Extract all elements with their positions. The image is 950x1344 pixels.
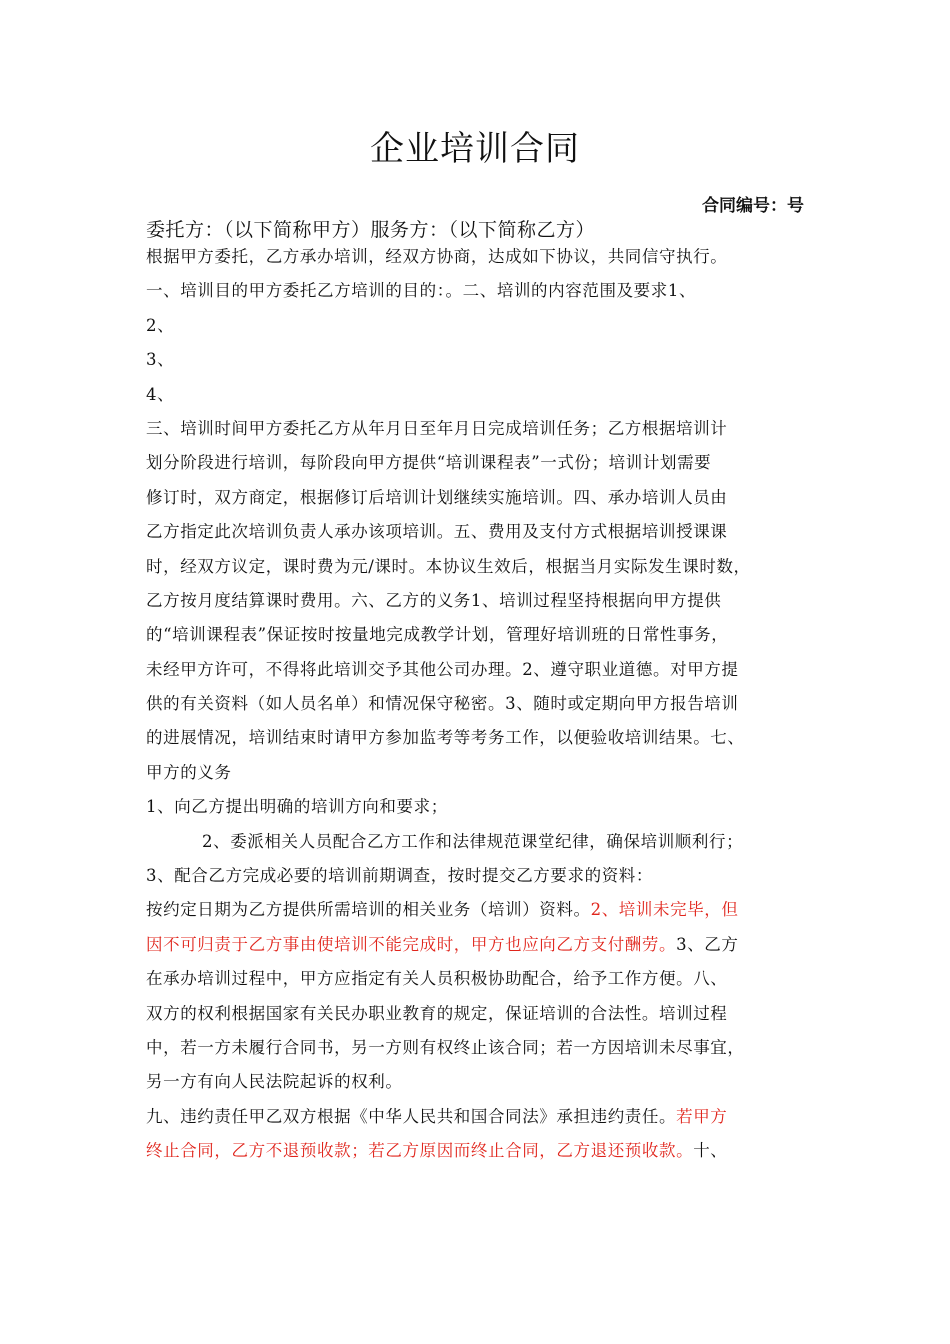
- body-line: [146, 962, 822, 996]
- line-text: 在承办培训过程中，甲方应指定有关人员积极协助配合，给予工作方便。八、: [146, 969, 728, 989]
- highlighted-text: 终止合同，乙方不退预收款；若乙方原因而终止合同，乙方退还预收款。: [146, 1141, 694, 1161]
- body-line: [146, 893, 822, 927]
- contract-number: 合同编号：号: [702, 196, 804, 216]
- body-line: [146, 343, 822, 377]
- highlighted-text: 2、培训未完毕，但: [590, 900, 739, 920]
- body-line: [146, 928, 822, 962]
- contract-body: [146, 240, 822, 1169]
- line-text: 甲方的义务: [146, 762, 232, 782]
- line-text: 另一方有向人民法院起诉的权利。: [146, 1072, 403, 1092]
- line-text: 时，经双方议定，课时费为元/课时。本协议生效后，根据当月实际发生课时数，: [146, 556, 751, 576]
- body-line: [146, 515, 822, 549]
- line-text: 4、: [146, 384, 175, 404]
- body-line: [146, 825, 822, 859]
- line-text: 十、: [693, 1141, 728, 1161]
- body-line: [146, 1100, 822, 1134]
- body-line: [146, 653, 822, 687]
- body-line: [146, 1134, 822, 1168]
- line-text: 3、配合乙方完成必要的培训前期调查，按时提交乙方要求的资料：: [146, 866, 653, 886]
- body-line: [146, 756, 822, 790]
- line-text: 3、: [146, 350, 175, 370]
- line-text: 修订时，双方商定，根据修订后培训计划继续实施培训。四、承办培训人员由: [146, 487, 728, 507]
- body-line: [146, 446, 822, 480]
- document-title: 企业培训合同: [370, 129, 580, 169]
- line-text: 一、培训目的甲方委托乙方培训的目的：。二、培训的内容范围及要求1、: [146, 281, 697, 301]
- highlighted-text: 因不可归责于乙方事由使培训不能完成时，甲方也应向乙方支付酬劳。: [146, 934, 677, 954]
- body-line: [146, 584, 822, 618]
- line-text: 1、向乙方提出明确的培训方向和要求；: [146, 797, 448, 817]
- body-line: [146, 240, 822, 274]
- line-text: 双方的权利根据国家有关民办职业教育的规定，保证培训的合法性。培训过程: [146, 1003, 728, 1023]
- line-text: 乙方指定此次培训负责人承办该项培训。五、费用及支付方式根据培训授课课: [146, 522, 728, 542]
- body-line: [146, 481, 822, 515]
- line-text: 三、培训时间甲方委托乙方从年月日至年月日完成培训任务；乙方根据培训计: [146, 418, 728, 438]
- line-text: 2、: [146, 315, 175, 335]
- body-line: [146, 1031, 822, 1065]
- body-line: [146, 859, 822, 893]
- line-text: 按约定日期为乙方提供所需培训的相关业务（培训）资料。: [146, 900, 591, 920]
- line-text: 未经甲方许可，不得将此培训交予其他公司办理。2、遵守职业道德。对甲方提: [146, 659, 739, 679]
- body-line: [146, 687, 822, 721]
- body-line: [146, 618, 822, 652]
- body-line: [146, 997, 822, 1031]
- body-line: [146, 412, 822, 446]
- body-line: [146, 309, 822, 343]
- line-text: 2、委派相关人员配合乙方工作和法律规范课堂纪律，确保培训顺利行；: [202, 831, 744, 851]
- line-text: 的“培训课程表”保证按时按量地完成教学计划，管理好培训班的日常性事务，: [146, 625, 729, 645]
- line-text: 供的有关资料（如人员名单）和情况保守秘密。3、随时或定期向甲方报告培训: [146, 694, 739, 714]
- body-line: [146, 550, 822, 584]
- parties-line: 委托方：（以下简称甲方）服务方：（以下简称乙方）: [146, 219, 596, 241]
- line-text: 根据甲方委托，乙方承办培训，经双方协商，达成如下协议，共同信守执行。: [146, 247, 728, 266]
- line-text: 乙方按月度结算课时费用。六、乙方的义务1、培训过程坚持根据向甲方提供: [146, 590, 722, 610]
- line-text: 划分阶段进行培训，每阶段向甲方提供“培训课程表”一式份；培训计划需要: [146, 453, 712, 473]
- body-line: [146, 721, 822, 755]
- line-text: 3、乙方: [676, 934, 739, 954]
- body-line: [146, 274, 822, 308]
- line-text: 的进展情况，培训结束时请甲方参加监考等考务工作，以便验收培训结果。七、: [146, 728, 745, 748]
- line-text: 九、违约责任甲乙双方根据《中华人民共和国合同法》承担违约责任。: [146, 1106, 677, 1126]
- body-line: [146, 1065, 822, 1099]
- body-line: [146, 378, 822, 412]
- highlighted-text: 若甲方: [676, 1106, 728, 1126]
- body-line: [146, 790, 822, 824]
- line-text: 中，若一方未履行合同书，另一方则有权终止该合同；若一方因培训未尽事宜，: [146, 1037, 745, 1057]
